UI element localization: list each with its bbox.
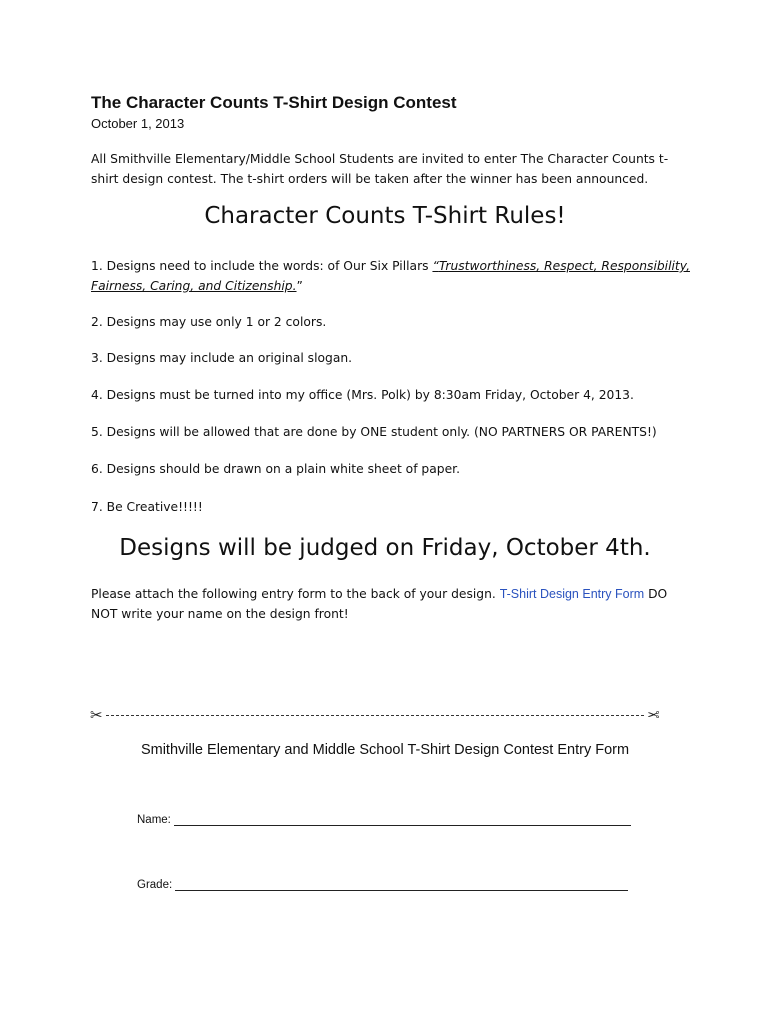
scissors-icon: ✂ — [90, 706, 103, 724]
contest-date: October 1, 2013 — [91, 116, 185, 131]
name-blank-line[interactable] — [174, 813, 631, 826]
intro-paragraph: All Smithville Elementary/Middle School Students are invited to enter The Character Counts t-shirt design contest. The t-shirt orders will be taken after the winner has been announced. — [91, 152, 669, 186]
rule-4: 4. Designs must be turned into my office (Mrs. Polk) by 8:30am Friday, October 4, 2013. — [91, 388, 634, 402]
grade-label: Grade: — [137, 879, 173, 891]
grade-field — [137, 878, 628, 891]
rule-5: 5. Designs will be allowed that are done by ONE student only. (NO PARTNERS OR PARENTS!) — [91, 425, 657, 439]
rule-1-close-quote: ” — [296, 279, 303, 293]
cut-line — [90, 706, 660, 724]
attach-instructions — [91, 584, 691, 624]
attach-text-before: Please attach the following entry form to the back of your design. — [91, 587, 500, 601]
rules-heading: Character Counts T-Shirt Rules! — [204, 203, 566, 229]
contest-title: The Character Counts T-Shirt Design Contest — [91, 93, 457, 112]
rule-7: 7. Be Creative!!!!! — [91, 500, 203, 514]
dashed-divider — [106, 715, 644, 716]
rule-2: 2. Designs may use only 1 or 2 colors. — [91, 315, 327, 329]
name-label: Name: — [137, 814, 171, 826]
grade-blank-line[interactable] — [175, 878, 628, 891]
rule-1-open-quote: “ — [432, 259, 439, 273]
rule-1-pillars: Trustworthiness, Respect, Responsibility, Fairness, Caring, and Citizenship. — [91, 259, 690, 293]
scissors-icon: ✂ — [647, 706, 660, 724]
name-field — [137, 813, 631, 826]
rule-3: 3. Designs may include an original slogan. — [91, 351, 353, 365]
judging-date-heading: Designs will be judged on Friday, October 4th. — [119, 535, 651, 561]
rule-1 — [91, 256, 691, 296]
rule-6: 6. Designs should be drawn on a plain white sheet of paper. — [91, 462, 460, 476]
attach-text-after: DO NOT write your name on the design front! — [91, 587, 668, 621]
entry-form-link[interactable]: T-Shirt Design Entry Form — [499, 587, 645, 601]
rule-1-prefix: 1. Designs need to include the words: of Our Six Pillars — [91, 259, 433, 273]
entry-form-title: Smithville Elementary and Middle School T-Shirt Design Contest Entry Form — [140, 742, 630, 758]
